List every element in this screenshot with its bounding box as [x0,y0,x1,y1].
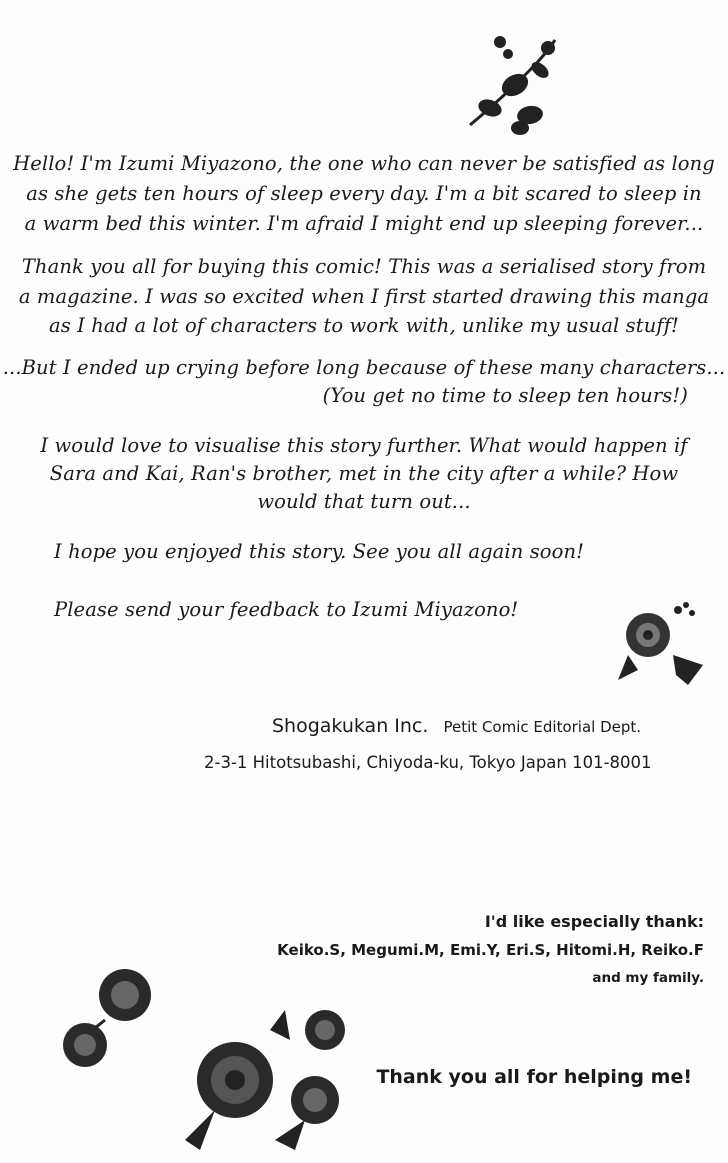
letter-para5: I hope you enjoyed this story. See you all again soon! [54,540,585,563]
flower-bottom-left-icon [55,960,165,1080]
letter-para1-line1: Hello! I'm Izumi Miyazono, the one who can never be satisfied as long [13,152,715,175]
ack-intro: I'd like especially thank: [484,912,704,931]
ack-names: Keiko.S, Megumi.M, Emi.Y, Eri.S, Hitomi.H, Reiko.F [277,941,704,959]
publisher-dept: Petit Comic Editorial Dept. [443,718,642,736]
publisher-address: 2-3-1 Hitotsubashi, Chiyoda-ku, Tokyo Japan 101-8001 [204,753,652,772]
flower-top-icon [460,30,570,140]
letter-para3-line2: (You get no time to sleep ten hours!) [322,384,688,407]
letter-para1-line3: a warm bed this winter. I'm afraid I might end up sleeping forever... [24,212,704,235]
publisher-name: Shogakukan Inc. [272,715,429,737]
letter-para2-line3: as I had a lot of characters to work with, unlike my usual stuff! [49,314,679,337]
flower-mid-icon [608,595,718,695]
letter-para2-line2: a magazine. I was so excited when I first started drawing this manga [18,285,710,308]
letter-para1-line2: as she gets ten hours of sleep every day. I'm a bit scared to sleep in [26,182,702,205]
ack-family: and my family. [592,970,704,986]
letter-para4-line2: Sara and Kai, Ran's brother, met in the city after a while? How [49,462,679,485]
ack-closing: Thank you all for helping me! [376,1066,692,1088]
letter-para6: Please send your feedback to Izumi Miyazono! [54,598,519,621]
letter-para4-line3: would that turn out... [257,490,471,513]
letter-para2-line1: Thank you all for buying this comic! This was a serialised story from [21,255,707,278]
letter-para4-line1: I would love to visualise this story further. What would happen if [40,434,688,457]
publisher-block [272,715,641,737]
letter-para3-line1: ...But I ended up crying before long because of these many characters... [2,356,726,379]
flower-bottom-center-icon [175,990,375,1155]
